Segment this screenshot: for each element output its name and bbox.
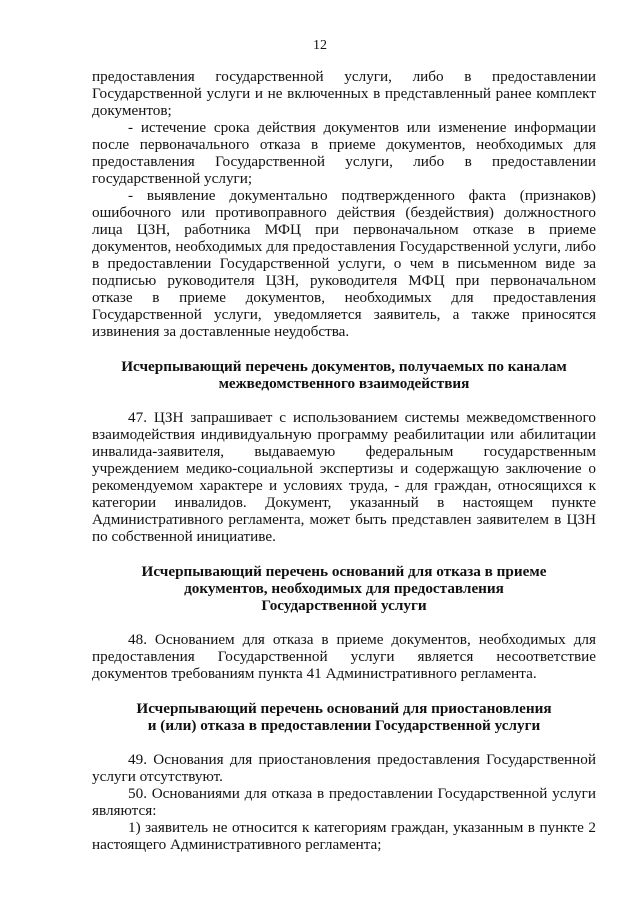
paragraph: 49. Основания для приостановления предоставления Государственной услуги отсутствуют.	[92, 751, 596, 785]
heading-line: Государственной услуги	[261, 597, 427, 614]
heading-line: Исчерпывающий перечень документов, получаемых по каналам	[121, 358, 567, 375]
paragraph: предоставления государственной услуги, либо в предоставлении Государственной услуги и не включенных в представленный ранее комплект документов;	[92, 68, 596, 119]
paragraph: 50. Основаниями для отказа в предоставлении Государственной услуги являются:	[92, 785, 596, 819]
paragraph: - истечение срока действия документов или изменение информации после первоначального отказа в приеме документов, необходимых для предоставления Государственной услуги, либо в предоставлении государственной услуги;	[92, 119, 596, 187]
paragraph: 48. Основанием для отказа в приеме документов, необходимых для предоставления Государственной услуги является несоответствие документов требованиям пункта 41 Административного регламента.	[92, 631, 596, 682]
page-number: 12	[313, 38, 327, 53]
heading-line: документов, необходимых для предоставления	[184, 580, 504, 597]
section-heading	[92, 563, 596, 614]
document-body	[92, 68, 596, 853]
heading-line: и (или) отказа в предоставлении Государственной услуги	[147, 717, 541, 734]
paragraph: 1) заявитель не относится к категориям граждан, указанным в пункте 2 настоящего Административного регламента;	[92, 819, 596, 853]
paragraph: 47. ЦЗН запрашивает с использованием системы межведомственного взаимодействия индивидуальную программу реабилитации или абилитации инвалида-заявителя, выдаваемую федеральным государственным учреждением медико-социальной экспертизы и содержащую заключение о рекомендуемом характере и условиях труда, - для граждан, относящихся к категории инвалидов. Документ, указанный в настоящем пункте Административного регламента, может быть представлен заявителем в ЦЗН по собственной инициативе.	[92, 409, 596, 545]
heading-line: межведомственного взаимодействия	[218, 375, 470, 392]
heading-line: Исчерпывающий перечень оснований для приостановления	[136, 700, 552, 717]
section-heading	[92, 700, 596, 734]
section-heading	[92, 358, 596, 392]
heading-line: Исчерпывающий перечень оснований для отказа в приеме	[141, 563, 547, 580]
paragraph: - выявление документально подтвержденного факта (признаков) ошибочного или противоправного действия (бездействия) должностного лица ЦЗН, работника МФЦ при первоначальном отказе в приеме документов, необходимых для предоставления Государственной услуги, либо в предоставлении Государственной услуги, о чем в письменном виде за подписью руководителя ЦЗН, руководителя МФЦ при первоначальном отказе в приеме документов, необходимых для предоставления Государственной услуги, уведомляется заявитель, а также приносятся извинения за доставленные неудобства.	[92, 187, 596, 340]
